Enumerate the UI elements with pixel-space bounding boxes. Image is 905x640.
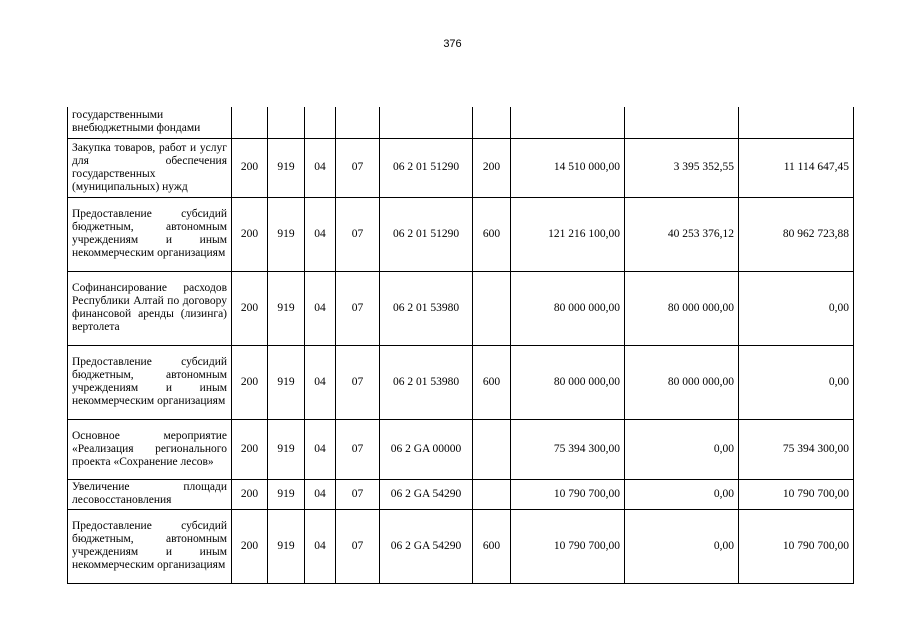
row-executed-amount: 3 395 352,55 (625, 138, 739, 197)
row-admin-code: 200 (232, 197, 268, 271)
row-target-code (380, 107, 473, 138)
row-name: Предоставление субсидий бюджетным, автономным учреждениям и иным некоммерческим организациям (68, 345, 232, 419)
row-section-code: 04 (305, 197, 336, 271)
row-expense-type (473, 107, 511, 138)
row-remaining-amount: 0,00 (739, 271, 854, 345)
row-executed-amount: 0,00 (625, 479, 739, 509)
row-name: Предоставление субсидий бюджетным, автономным учреждениям и иным некоммерческим организациям (68, 509, 232, 583)
row-executed-amount: 0,00 (625, 419, 739, 479)
row-expense-type: 600 (473, 509, 511, 583)
row-planned-amount: 10 790 700,00 (511, 509, 625, 583)
row-dept-code: 919 (268, 197, 305, 271)
row-target-code: 06 2 GA 00000 (380, 419, 473, 479)
row-section-code: 04 (305, 419, 336, 479)
row-remaining-amount: 11 114 647,45 (739, 138, 854, 197)
row-target-code: 06 2 GA 54290 (380, 509, 473, 583)
row-name: Увеличение площади лесовосстановления (68, 479, 232, 509)
row-name: Основное мероприятие «Реализация регионального проекта «Сохранение лесов» (68, 419, 232, 479)
row-admin-code: 200 (232, 509, 268, 583)
row-section-code: 04 (305, 138, 336, 197)
table-row (68, 509, 854, 583)
row-subsection-code: 07 (336, 479, 380, 509)
table-row (68, 197, 854, 271)
row-section-code: 04 (305, 345, 336, 419)
row-planned-amount: 121 216 100,00 (511, 197, 625, 271)
row-planned-amount: 10 790 700,00 (511, 479, 625, 509)
table-row (68, 107, 854, 138)
row-admin-code (232, 107, 268, 138)
row-expense-type: 600 (473, 345, 511, 419)
row-admin-code: 200 (232, 138, 268, 197)
row-executed-amount: 0,00 (625, 509, 739, 583)
row-admin-code: 200 (232, 479, 268, 509)
table-row (68, 479, 854, 509)
row-target-code: 06 2 01 51290 (380, 138, 473, 197)
row-dept-code: 919 (268, 345, 305, 419)
row-subsection-code: 07 (336, 345, 380, 419)
row-target-code: 06 2 GA 54290 (380, 479, 473, 509)
row-admin-code: 200 (232, 271, 268, 345)
row-dept-code: 919 (268, 479, 305, 509)
table-row (68, 345, 854, 419)
row-dept-code: 919 (268, 271, 305, 345)
row-remaining-amount (739, 107, 854, 138)
row-section-code (305, 107, 336, 138)
row-executed-amount: 80 000 000,00 (625, 345, 739, 419)
table-row (68, 271, 854, 345)
row-planned-amount: 80 000 000,00 (511, 271, 625, 345)
row-remaining-amount: 10 790 700,00 (739, 509, 854, 583)
row-expense-type (473, 271, 511, 345)
row-subsection-code (336, 107, 380, 138)
row-remaining-amount: 10 790 700,00 (739, 479, 854, 509)
row-expense-type: 600 (473, 197, 511, 271)
table-row (68, 138, 854, 197)
row-subsection-code: 07 (336, 419, 380, 479)
row-admin-code: 200 (232, 419, 268, 479)
row-planned-amount: 14 510 000,00 (511, 138, 625, 197)
row-subsection-code: 07 (336, 138, 380, 197)
row-subsection-code: 07 (336, 509, 380, 583)
row-dept-code: 919 (268, 419, 305, 479)
budget-table (67, 107, 854, 584)
row-expense-type: 200 (473, 138, 511, 197)
row-target-code: 06 2 01 53980 (380, 271, 473, 345)
row-target-code: 06 2 01 51290 (380, 197, 473, 271)
row-planned-amount (511, 107, 625, 138)
row-section-code: 04 (305, 509, 336, 583)
row-admin-code: 200 (232, 345, 268, 419)
row-dept-code: 919 (268, 138, 305, 197)
row-planned-amount: 80 000 000,00 (511, 345, 625, 419)
row-dept-code: 919 (268, 509, 305, 583)
row-section-code: 04 (305, 479, 336, 509)
row-subsection-code: 07 (336, 197, 380, 271)
row-name: Закупка товаров, работ и услуг для обеспечения государственных (муниципальных) нужд (68, 138, 232, 197)
row-target-code: 06 2 01 53980 (380, 345, 473, 419)
row-expense-type (473, 479, 511, 509)
page-number: 376 (443, 38, 462, 50)
row-remaining-amount: 80 962 723,88 (739, 197, 854, 271)
row-section-code: 04 (305, 271, 336, 345)
row-executed-amount (625, 107, 739, 138)
row-executed-amount: 40 253 376,12 (625, 197, 739, 271)
row-subsection-code: 07 (336, 271, 380, 345)
row-remaining-amount: 0,00 (739, 345, 854, 419)
row-name: Софинансирование расходов Республики Алтай по договору финансовой аренды (лизинга) вертолета (68, 271, 232, 345)
row-name: Предоставление субсидий бюджетным, автономным учреждениям и иным некоммерческим организациям (68, 197, 232, 271)
row-planned-amount: 75 394 300,00 (511, 419, 625, 479)
table-row (68, 419, 854, 479)
row-remaining-amount: 75 394 300,00 (739, 419, 854, 479)
row-expense-type (473, 419, 511, 479)
row-dept-code (268, 107, 305, 138)
row-executed-amount: 80 000 000,00 (625, 271, 739, 345)
row-name: государственными внебюджетными фондами (68, 107, 232, 138)
